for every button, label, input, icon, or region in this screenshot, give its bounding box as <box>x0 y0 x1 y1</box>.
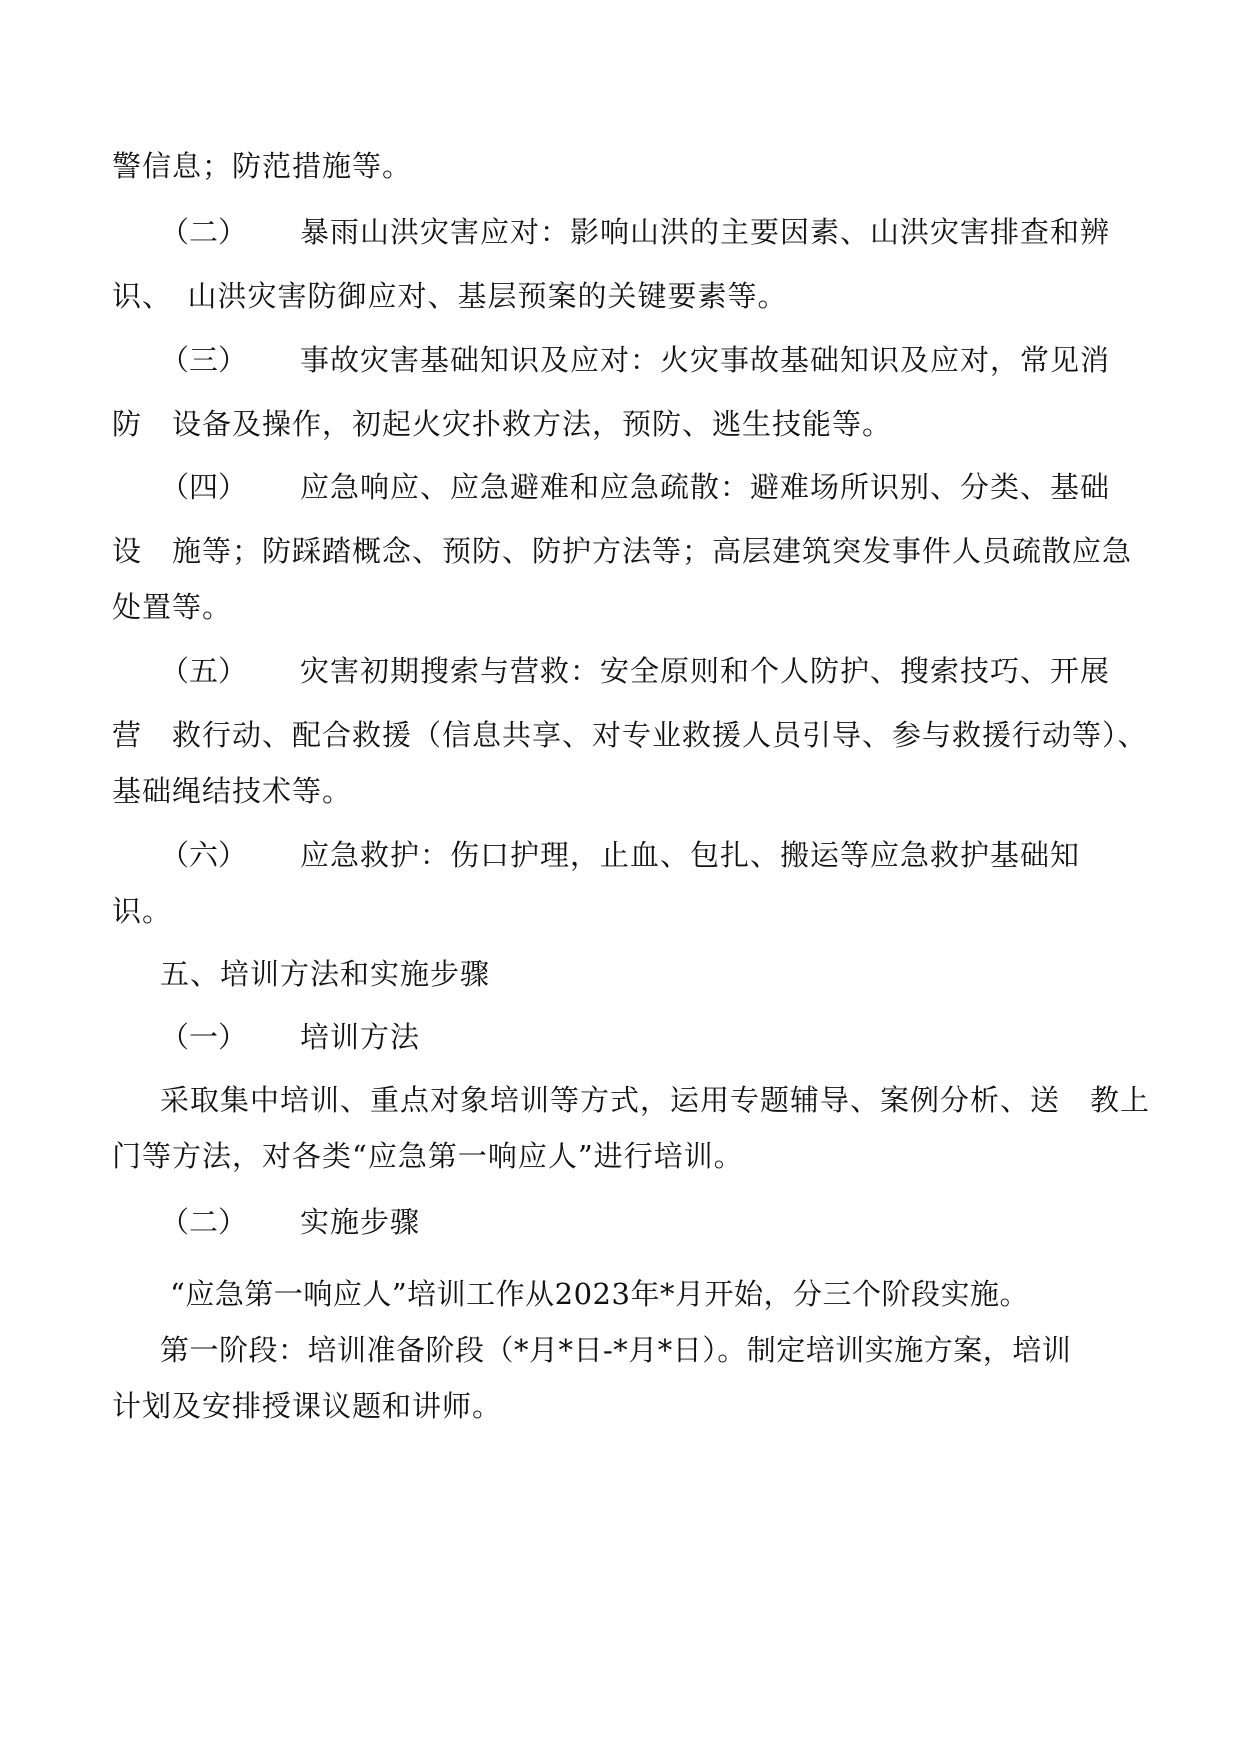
item-line: 暴雨山洪灾害应对：影响山洪的主要因素、山洪灾害排查和辨 <box>300 215 1111 249</box>
paragraph-line: 门等方法，对各类“应急第一响应人”进行培训。 <box>112 1139 744 1173</box>
item-line: 识。 <box>112 894 173 928</box>
subsection-number: （二） <box>160 1205 248 1239</box>
item-line: 处置等。 <box>112 590 233 624</box>
item-number: （三） <box>160 343 248 377</box>
paragraph-line: 警信息；防范措施等。 <box>112 149 413 183</box>
section-heading: 五、培训方法和实施步骤 <box>160 957 491 991</box>
item-line: 灾害初期搜索与营救：安全原则和个人防护、搜索技巧、开展 <box>300 654 1111 688</box>
subsection-title: 实施步骤 <box>300 1205 421 1239</box>
item-number: （五） <box>160 654 248 688</box>
subsection-number: （一） <box>160 1020 248 1054</box>
paragraph-line: “应急第一响应人”培训工作从2023年*月开始，分三个阶段实施。 <box>170 1277 1029 1311</box>
item-line: 设 施等；防踩踏概念、预防、防护方法等；高层建筑突发事件人员疏散应急 <box>112 534 1133 568</box>
item-line: 营 救行动、配合救援（信息共享、对专业救援人员引导、参与救援行动等）、 <box>112 718 1148 752</box>
item-line: 应急救护：伤口护理，止血、包扎、搬运等应急救护基础知 <box>300 838 1081 872</box>
subsection-title: 培训方法 <box>300 1020 421 1054</box>
item-number: （二） <box>160 215 248 249</box>
paragraph-line: 第一阶段：培训准备阶段（*月*日-*月*日）。制定培训实施方案，培训 <box>160 1333 1072 1367</box>
item-line: 应急响应、应急避难和应急疏散：避难场所识别、分类、基础 <box>300 470 1111 504</box>
item-line: 防 设备及操作，初起火灾扑救方法，预防、逃生技能等。 <box>112 407 893 441</box>
item-line: 基础绳结技术等。 <box>112 774 353 808</box>
paragraph-line: 采取集中培训、重点对象培训等方式，运用专题辅导、案例分析、送 教上 <box>160 1083 1151 1117</box>
item-line: 识、 山洪灾害防御应对、基层预案的关键要素等。 <box>112 279 788 313</box>
paragraph-line: 计划及安排授课议题和讲师。 <box>112 1389 503 1423</box>
item-number: （六） <box>160 838 248 872</box>
item-number: （四） <box>160 470 248 504</box>
item-line: 事故灾害基础知识及应对：火灾事故基础知识及应对，常见消 <box>300 343 1111 377</box>
